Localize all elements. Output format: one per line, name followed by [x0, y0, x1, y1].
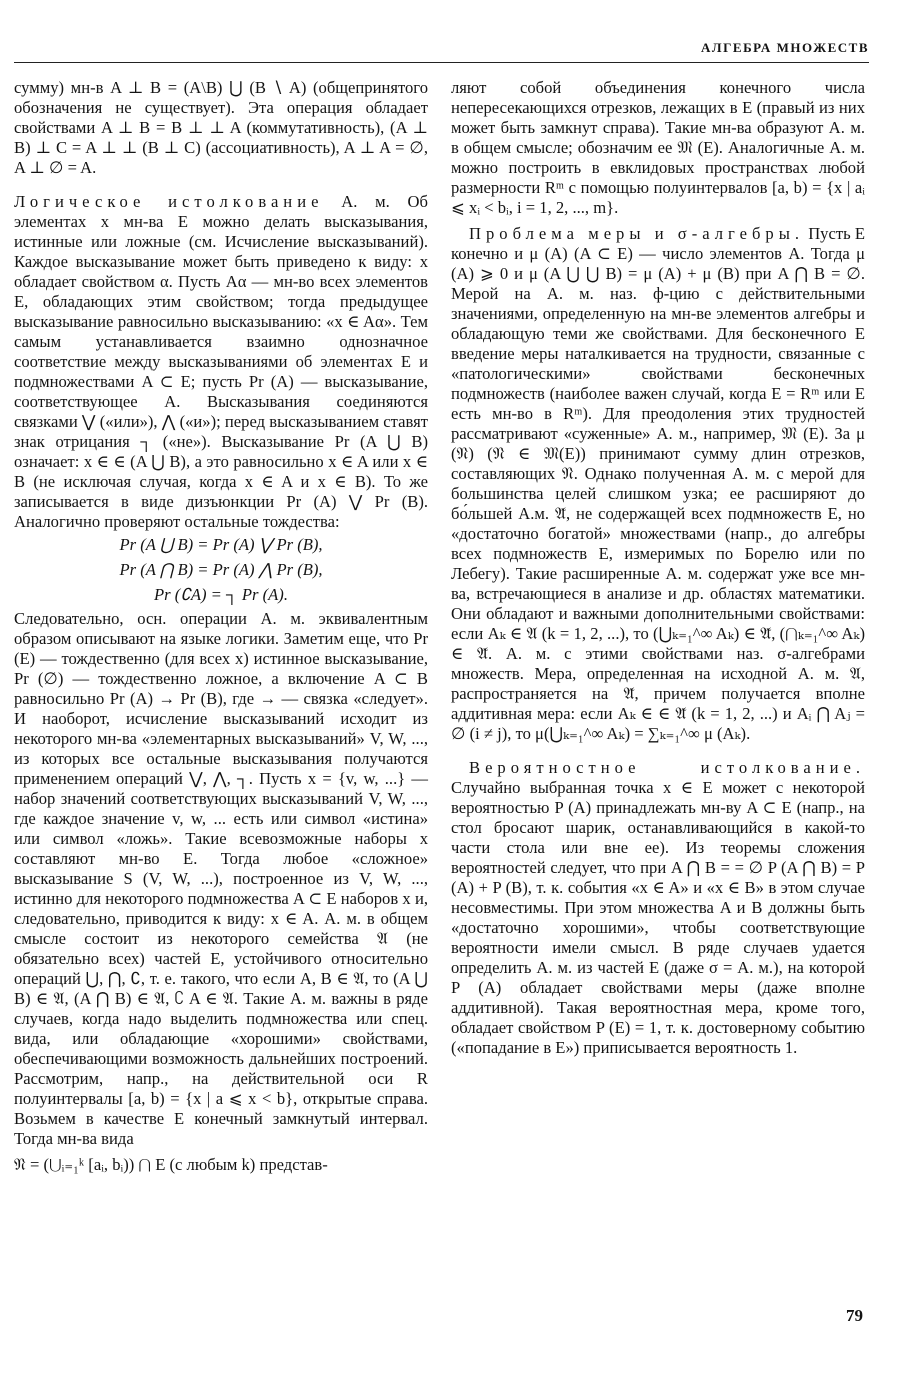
formula: Pr (∁A) = ┐ Pr (A).: [154, 585, 288, 604]
paragraph-text: Случайно выбранная точка x ∈ E может с некоторой вероятностью P (A) принадлежать мн-ву A ⊂ E (напр., на стол бросают шарик, останавливающийся в какой-то части стола или вне ее). Из теоремы сложения вероятностей следует, что при A ⋂ B = = ∅ P (A ⋂ B) = P (A) + P (B), т. к. события «x ∈ A» и «x ∈ B» в этом случае несовместимы. При этом множества A и B должны быть «достаточно хорошими», чтобы соответствующие вероятности имели смысл. В ряде случаев удается определить А. м. из частей E (даже σ = А. м.), на которой P (A) обладает свойствами меры (даже вполне аддитивной). Такая вероятностная мера, кроме того, обладает свойством P (E) = 1, т. к. достоверному событию («попадание в E») приписывается вероятность 1.: [451, 778, 865, 1057]
paragraph-text: Пусть E конечно и μ (A) (A ⊂ E) — число элементов A. Тогда μ (A) ⩾ 0 и μ (A ⋃ ⋃ B) = μ (A) + μ (B) при A ⋂ B = ∅. Мерой на А. м. наз. ф-цию с действительными значениями, определенную на мн-ве элементов алгебры и обладающую теми же свойствами. Для бесконечного E введение меры наталкивается на трудности, связанные с «патологическими» свойствами бесконечных подмножеств (наиболее важен случай, когда E = Rᵐ или E есть мн-во в Rᵐ). Для преодоления этих трудностей рассматривают «суженные» А. м., например, 𝔐 (E). За μ (𝔑) (𝔑 ∈ 𝔐(E)) принимают сумму длин отрезков, составляющих 𝔑. Однако полученная А. м. с мерой для большинства целей слишком узка; ее расширяют до бо́льшей А.м. 𝔄̃, не содержащей всех подмножеств E, но «достаточно богатой» множествами (напр., до алгебры всех подмножеств E, измеримых по Борелю или по Лебегу). Такие расширенные А. м. содержат уже все мн-ва, встречающиеся в анализе и др. областях математики. Они обладают и важными дополнительными свойствами: если Aₖ ∈ 𝔄 (k = 1, 2, ...), то (⋃ₖ₌₁^∞ Aₖ) ∈ 𝔄̃, (⋂ₖ₌₁^∞ Aₖ) ∈ 𝔄̃. А. м. с этими свойствами наз. σ-алгебрами множеств. Мера, определенная на исходной А. м. 𝔄, распространяется на 𝔄̃, причем получается вполне аддитивная мера: если Aₖ ∈ ∈ 𝔄̃ (k = 1, 2, ...) и Aᵢ ⋂ Aⱼ = ∅ (i ≠ j), то μ(⋃ₖ₌₁^∞ Aₖ) = ∑ₖ₌₁^∞ μ (Aₖ).: [451, 224, 865, 743]
header-rule: [14, 62, 869, 63]
paragraph: 𝔑 = (⋃ᵢ₌₁ᵏ [aᵢ, bᵢ)) ⋂ E (с любым k) представ-: [14, 1155, 328, 1174]
section-probability: [451, 758, 865, 1058]
formula: Pr (A ⋃ B) = Pr (A) ⋁ Pr (B),: [119, 535, 323, 554]
paragraph: Следовательно, осн. операции А. м. эквивалентным образом описывают на языке логики. Заметим еще, что Pr (E) — тождественно (для всех x) истинное высказывание, Pr (∅) — тождественно ложное, а включение A ⊂ B равносильно Pr (A) → Pr (B), где → — связка «следует». И наоборот, исчисление высказываний исходит из некоторого мн-ва «элементарных высказываний» V, W, ..., из которых все остальные высказывания получаются применением операций ⋁, ⋀, ┐. Пусть x = {v, w, ...} — набор значений соответствующих высказываний V, W, ..., где каждое значение v, w, ... есть или символ «истина» или символ «ложь». Такие всевозможные наборы x составляют мн-во E. Тогда любое «сложное» высказывание S (V, W, ...), построенное из V, W, ..., истинно для некоторого подмножества A ⊂ E наборов x и, следовательно, приводится к виду: x ∈ A. А. м. в общем смысле состоит из некоторого семейства 𝔄 (не обязательно всех) частей E, устойчивого относительно операций ⋃, ⋂, ∁, т. е. такого, что если A, B ∈ 𝔄, то (A ⋃ B) ∈ 𝔄, (A ⋂ B) ∈ 𝔄, ∁ A ∈ 𝔄. Такие А. м. важны в ряде случаев, когда надо выделить подмножества или спец. вида, или обладающие «хорошими» свойствами, обеспечивающими возможность дальнейших построений. Рассмотрим, напр., на действительной оси R полуинтервалы [a, b) = {x | a ⩽ x < b}, открытые справа. Возьмем в качестве E конечный замкнутый интервал. Тогда мн-ва вида: [14, 609, 428, 1148]
section-heading: Логическое истолкование: [14, 192, 324, 211]
formula: Pr (A ⋂ B) = Pr (A) ⋀ Pr (B),: [119, 560, 323, 579]
section-heading: Проблема меры и σ-алгебры.: [469, 224, 805, 243]
paragraph: ляют собой объединения конечного числа непересекающихся отрезков, лежащих в E (правый из них может быть замкнут справа). Такие мн-ва образуют А. м. в общем смысле; обозначим ее 𝔐 (E). Аналогичные А. м. можно построить в евклидовых пространствах любой размерности Rᵐ с помощью полуинтервалов [a, b) = {x | aᵢ ⩽ xᵢ < bᵢ, i = 1, 2, ..., m}.: [451, 78, 865, 217]
page-number: 79: [846, 1306, 863, 1325]
left-column: [14, 78, 428, 1175]
paragraph-text: А. м. Об элементах x мн-ва E можно делать высказывания, истинные или ложные (см. Исчисление высказываний). Каждое высказывание может быть приведено к виду: x обладает свойством α. Пусть Aα — мн-во всех элементов E, обладающих этим свойством; тогда предыдущее высказывание равносильно высказыванию: «x ∈ Aα». Тем самым устанавливается взаимно однозначное соответствие между высказываниями об элементах E и подмножествами A ⊂ E; пусть Pr (A) — высказывание, соответствующее A. Высказывания соединяются связками ⋁ («или»), ⋀ («и»); перед высказыванием ставят знак отрицания ┐ («не»). Высказывание Pr (A ⋃ B) означает: x ∈ ∈ (A ⋃ B), а это равносильно x ∈ A или x ∈ B (не исключая случая, когда x ∈ A и x ∈ B). То же записывается в виде дизъюнкции Pr (A) ⋁ Pr (B). Аналогично проверяют остальные тождества:: [14, 192, 428, 531]
running-title: АЛГЕБРА МНОЖЕСТВ: [701, 40, 869, 55]
section-logical: [14, 192, 428, 532]
right-column: [451, 78, 865, 1058]
section-heading: Вероятностное истолкование.: [469, 758, 865, 777]
paragraph: сумму) мн-в A ⊥ B = (A\B) ⋃ (B ∖ A) (общепринятого обозначения не существует). Эта операция обладает свойствами A ⊥ B = B ⊥ ⊥ A (коммутативность), (A ⊥ B) ⊥ C = A ⊥ ⊥ (B ⊥ C) (ассоциативность), A ⊥ A = ∅, A ⊥ ∅ = A.: [14, 78, 428, 177]
section-measure: [451, 224, 865, 744]
